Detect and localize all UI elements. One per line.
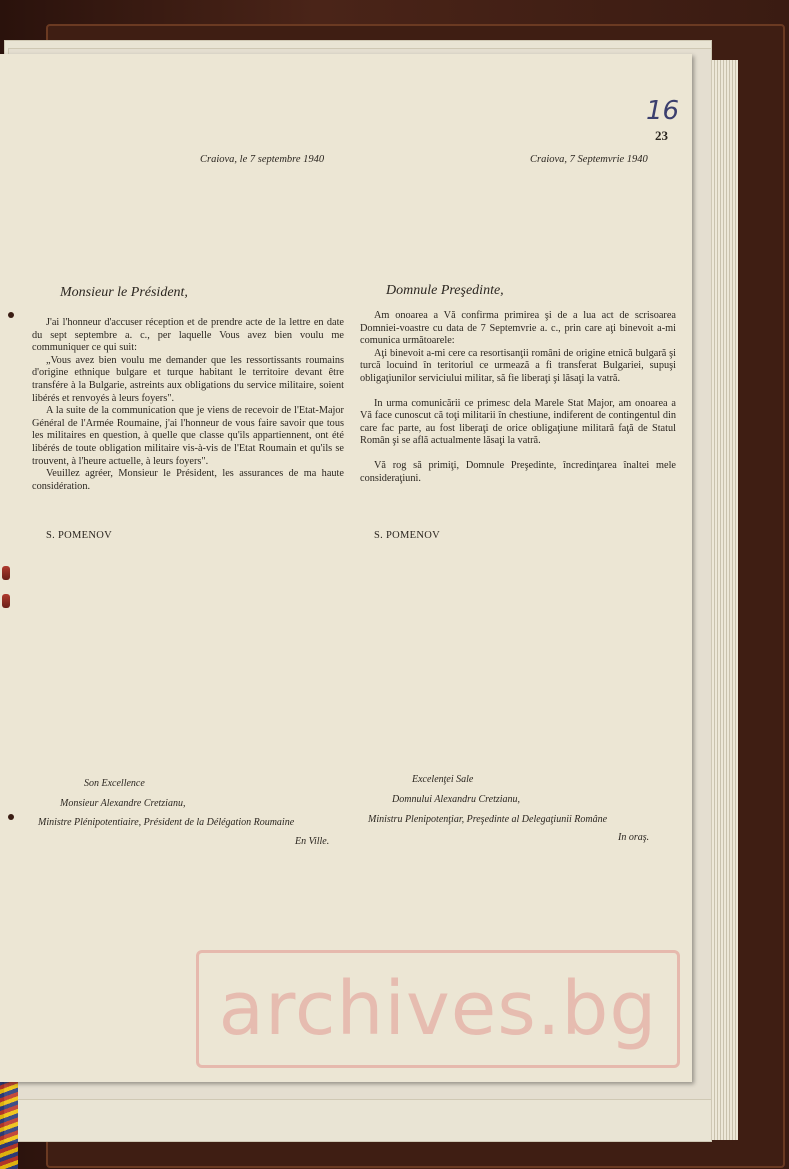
romanian-addressee-line: Excelenţei Sale [412, 774, 474, 785]
punch-hole [8, 312, 14, 318]
binding-clip [2, 594, 10, 608]
romanian-paragraph: Aţi binevoit a-mi cere ca resortisanţii români de origine etnică bulgară şi turcă locuind în teritoriul ce urmează a fi transferat Bulgariei, supuşi obligaţiunilor serviciului militar, să fie liberaţi şi lăsaţi la vatră. [360, 347, 676, 384]
french-paragraph: Veuillez agréer, Monsieur le Président, les assurances de ma haute considération. [32, 468, 344, 492]
handwritten-folio-number: 16 [646, 96, 680, 126]
romanian-salutation: Domnule Preşedinte, [386, 283, 504, 298]
french-paragraph: A la suite de la communication que je viens de recevoir de l'Etat-Major Général de l'Armée Roumaine, j'ai l'honneur de vous faire savoir que tous les militaires en question, à quelle que classe qu'ils appartiennent, ont été libérés de toute obligation militaire vis-à-vis de l'Etat Roumain et qu'ils se trouvent, à l'heure actuelle, à leurs foyers". [32, 405, 344, 467]
romanian-paragraph: Am onoarea a Vă confirma primirea şi de a lua act de scrisoarea Domniei-voastre cu data de 7 Septemvrie a. c., prin care aţi binevoit a-mi comunica următoarele: [360, 310, 676, 347]
romanian-letter-body [360, 310, 676, 485]
binding-clip [2, 566, 10, 580]
page-number: 23 [655, 128, 668, 143]
page-stack-edges [712, 60, 738, 1140]
romanian-addressee-line: Ministru Plenipotenţiar, Preşedinte al Delegaţiunii Române [368, 814, 608, 825]
romanian-paragraph: In urma comunicării ce primesc dela Marele Stat Major, am onoarea a Vă face cunoscut că toţi militarii în chestiune, indiferent de contingentul din care fac parte, au fost liberaţi de orice obligaţiune militară faţă de Statul Român şi se află actualmente lăsaţi la vatră. [360, 397, 676, 447]
french-date: Craiova, le 7 septembre 1940 [200, 154, 325, 165]
french-addressee-line: Son Excellence [84, 778, 145, 789]
french-paragraph: J'ai l'honneur d'accuser réception et de prendre acte de la lettre en date du sept septembre a. c., per laquelle Vous avez bien voulu me communiquer ce qui suit: [32, 317, 344, 354]
romanian-addressee-line: In oraş. [618, 832, 650, 843]
romanian-signature: S. POMENOV [374, 530, 441, 541]
punch-hole [8, 814, 14, 820]
archives-watermark: archives.bg [196, 950, 680, 1068]
french-addressee-line: Ministre Plénipotentiaire, Président de la Délégation Roumaine [38, 817, 295, 828]
romanian-addressee-line: Domnului Alexandru Cretzianu, [392, 794, 521, 805]
french-signature: S. POMENOV [46, 530, 113, 541]
document-page [0, 54, 692, 1082]
french-letter-body [32, 317, 344, 493]
french-addressee-line: Monsieur Alexandre Cretzianu, [60, 798, 186, 809]
romanian-date: Craiova, 7 Septemvrie 1940 [530, 154, 648, 165]
french-paragraph: „Vous avez bien voulu me demander que les ressortissants roumains d'origine ethnique bulgare et turque habitant le territoire devant être transfére à la Bulgarie, astreints aux obligations du service militaire, soient libérés et renvoyés à leurs foyers". [32, 354, 344, 404]
romanian-paragraph: Vă rog să primiţi, Domnule Preşedinte, încredinţarea înaltei mele consideraţiuni. [360, 459, 676, 484]
french-addressee-line: En Ville. [295, 836, 330, 847]
french-salutation: Monsieur le Président, [60, 285, 188, 300]
